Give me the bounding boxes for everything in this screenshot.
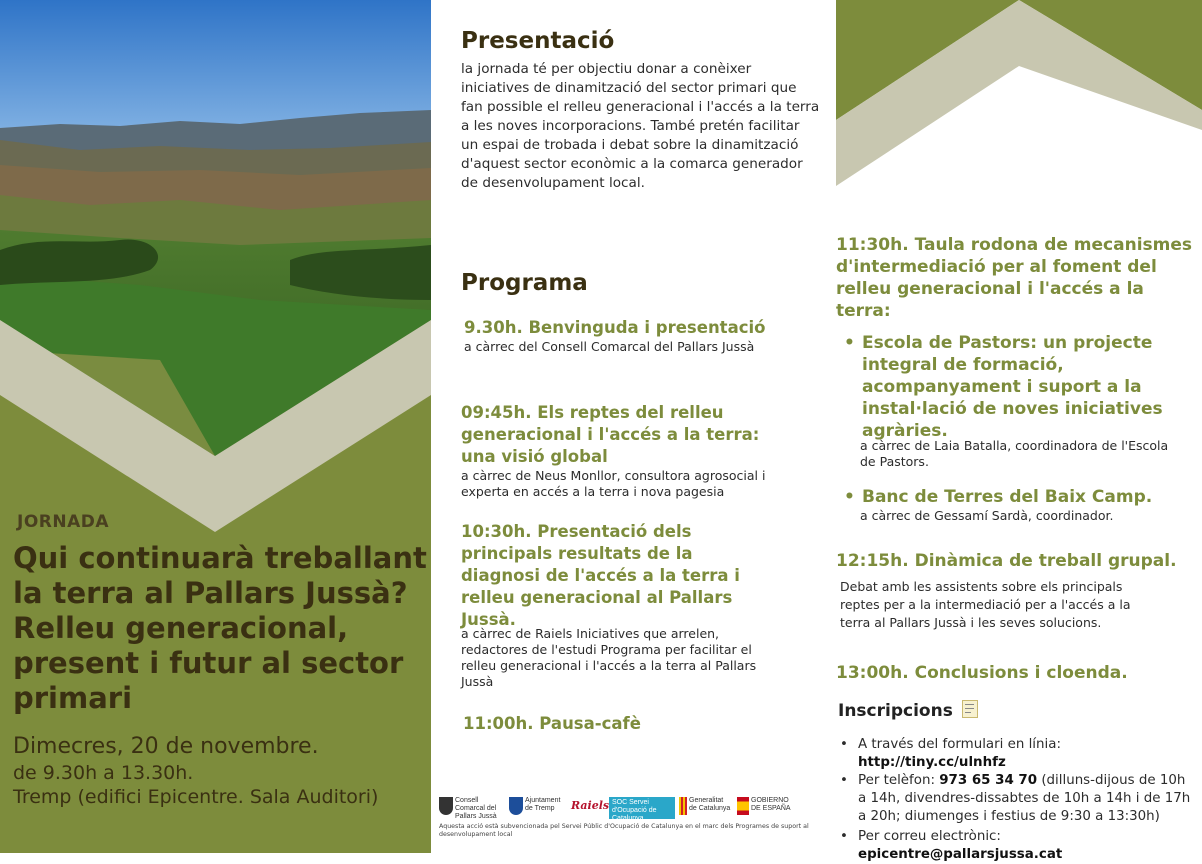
list-item: • A través del formulari en línia: http://tiny.cc/ulnhfz <box>840 737 1061 770</box>
programa-heading: Programa <box>461 270 588 296</box>
registration-form-link[interactable]: http://tiny.cc/ulnhfz <box>858 755 1006 770</box>
list-item: • Escola de Pastors: un projecte integral de formació, acompanyament i suport a la instal·lació de noves iniciatives agràries. <box>844 332 1179 442</box>
list-item: • Banc de Terres del Baix Camp. <box>844 486 1179 508</box>
program-item-title: 9.30h. Benvinguda i presentació <box>464 318 766 337</box>
program-item-speaker: a càrrec del Consell Comarcal del Pallars Jussà <box>464 339 755 354</box>
inscripcions-list <box>840 736 1196 864</box>
logo-consell-comarcal: Consell Comarcal del Pallars Jussà <box>439 797 505 819</box>
bullet-speaker: a càrrec de Laia Batalla, coordinadora de l'Escola de Pastors. <box>860 438 1169 469</box>
cover-panel <box>0 0 431 853</box>
inscripcions-heading: Inscripcions <box>838 700 978 721</box>
bullet-title: Banc de Terres del Baix Camp. <box>862 487 1153 507</box>
landscape-photo <box>0 0 431 853</box>
funding-footnote: Aquesta acció està subvencionada pel Servei Públic d'Ocupació de Catalunya en el marc dels Programes de suport al desenvolupament local <box>439 823 809 838</box>
event-title: Qui continuarà treballant la terra al Pallars Jussà? Relleu generacional, present i futur al sector primari <box>13 541 427 715</box>
conclusions-title: 13:00h. Conclusions i cloenda. <box>836 663 1128 683</box>
event-date: Dimecres, 20 de novembre. <box>13 734 319 759</box>
program-item-speaker: a càrrec de Neus Monllor, consultora agrosocial i experta en accés a la terra i nova pagesia <box>461 468 766 499</box>
taula-bullets <box>844 332 1179 442</box>
logo-ajuntament-tremp: Ajuntament de Tremp <box>509 797 567 819</box>
decorative-chevron <box>836 0 1202 190</box>
presentacio-heading: Presentació <box>461 28 615 54</box>
bullet-title: Escola de Pastors: un projecte integral de formació, acompanyament i suport a la instal·lació de noves iniciatives agràries. <box>862 333 1163 441</box>
logo-gobierno-espana: GOBIERNO DE ESPAÑA <box>737 797 797 819</box>
bullet-speaker: a càrrec de Gessamí Sardà, coordinador. <box>860 508 1114 523</box>
program-item-speaker: a càrrec de Raiels Iniciatives que arrelen, redactores de l'estudi Programa per facilitar el relleu generacional i l'accés a la terra al Pallars Jussà <box>461 626 757 689</box>
phone-link[interactable]: 973 65 34 70 <box>939 773 1038 788</box>
list-item: • Per telèfon: 973 65 34 70 (dilluns-dijous de 10h a 14h, divendres-dissabtes de 10h a 14h i de 17h a 20h; diumenges i festius de 9:30 a 13:30h) <box>840 773 1191 824</box>
dinamica-title: 12:15h. Dinàmica de treball grupal. <box>836 551 1177 571</box>
logo-soc: SOC Servei d'Ocupació de Catalunya <box>609 797 675 819</box>
logo-raiels: Raiels <box>571 799 610 812</box>
details-panel <box>836 0 1202 862</box>
program-item-title: 09:45h. Els reptes del relleu generacional i l'accés a la terra: una visió global <box>461 403 760 466</box>
event-place: Tremp (edifici Epicentre. Sala Auditori) <box>13 786 379 808</box>
program-item-title: 11:00h. Pausa-cafè <box>463 714 641 733</box>
taula-rodona-title: 11:30h. Taula rodona de mecanismes d'intermediació per al foment del relleu generacional i l'accés a la terra: <box>836 235 1193 321</box>
list-item: • Per correu electrònic: epicentre@pallarsjussa.cat <box>840 829 1063 862</box>
taula-bullets <box>844 486 1179 508</box>
presentacio-text: la jornada té per objectiu donar a conèixer iniciatives de dinamització del sector primari que fan possible el relleu generacional i l'accés a la terra a les noves incorporacions. També pretén facilitar un espai de trobada i debat sobre la dinamització d'aquest sector econòmic a la comarca generador de desenvolupament local. <box>461 61 820 191</box>
email-link[interactable]: epicentre@pallarsjussa.cat <box>858 847 1063 862</box>
memo-icon <box>962 700 978 718</box>
jornada-label: JORNADA <box>17 512 110 532</box>
dinamica-text: Debat amb les assistents sobre els principals reptes per a la intermediació per a l'accés a la terra al Pallars Jussà i les seves solucions. <box>840 579 1131 630</box>
logo-generalitat: Generalitat de Catalunya <box>679 797 733 819</box>
event-time: de 9.30h a 13.30h. <box>13 762 194 784</box>
program-panel <box>431 0 836 853</box>
program-item-title: 10:30h. Presentació dels principals resultats de la diagnosi de l'accés a la terra i relleu generacional al Pallars Jussà. <box>461 522 740 629</box>
